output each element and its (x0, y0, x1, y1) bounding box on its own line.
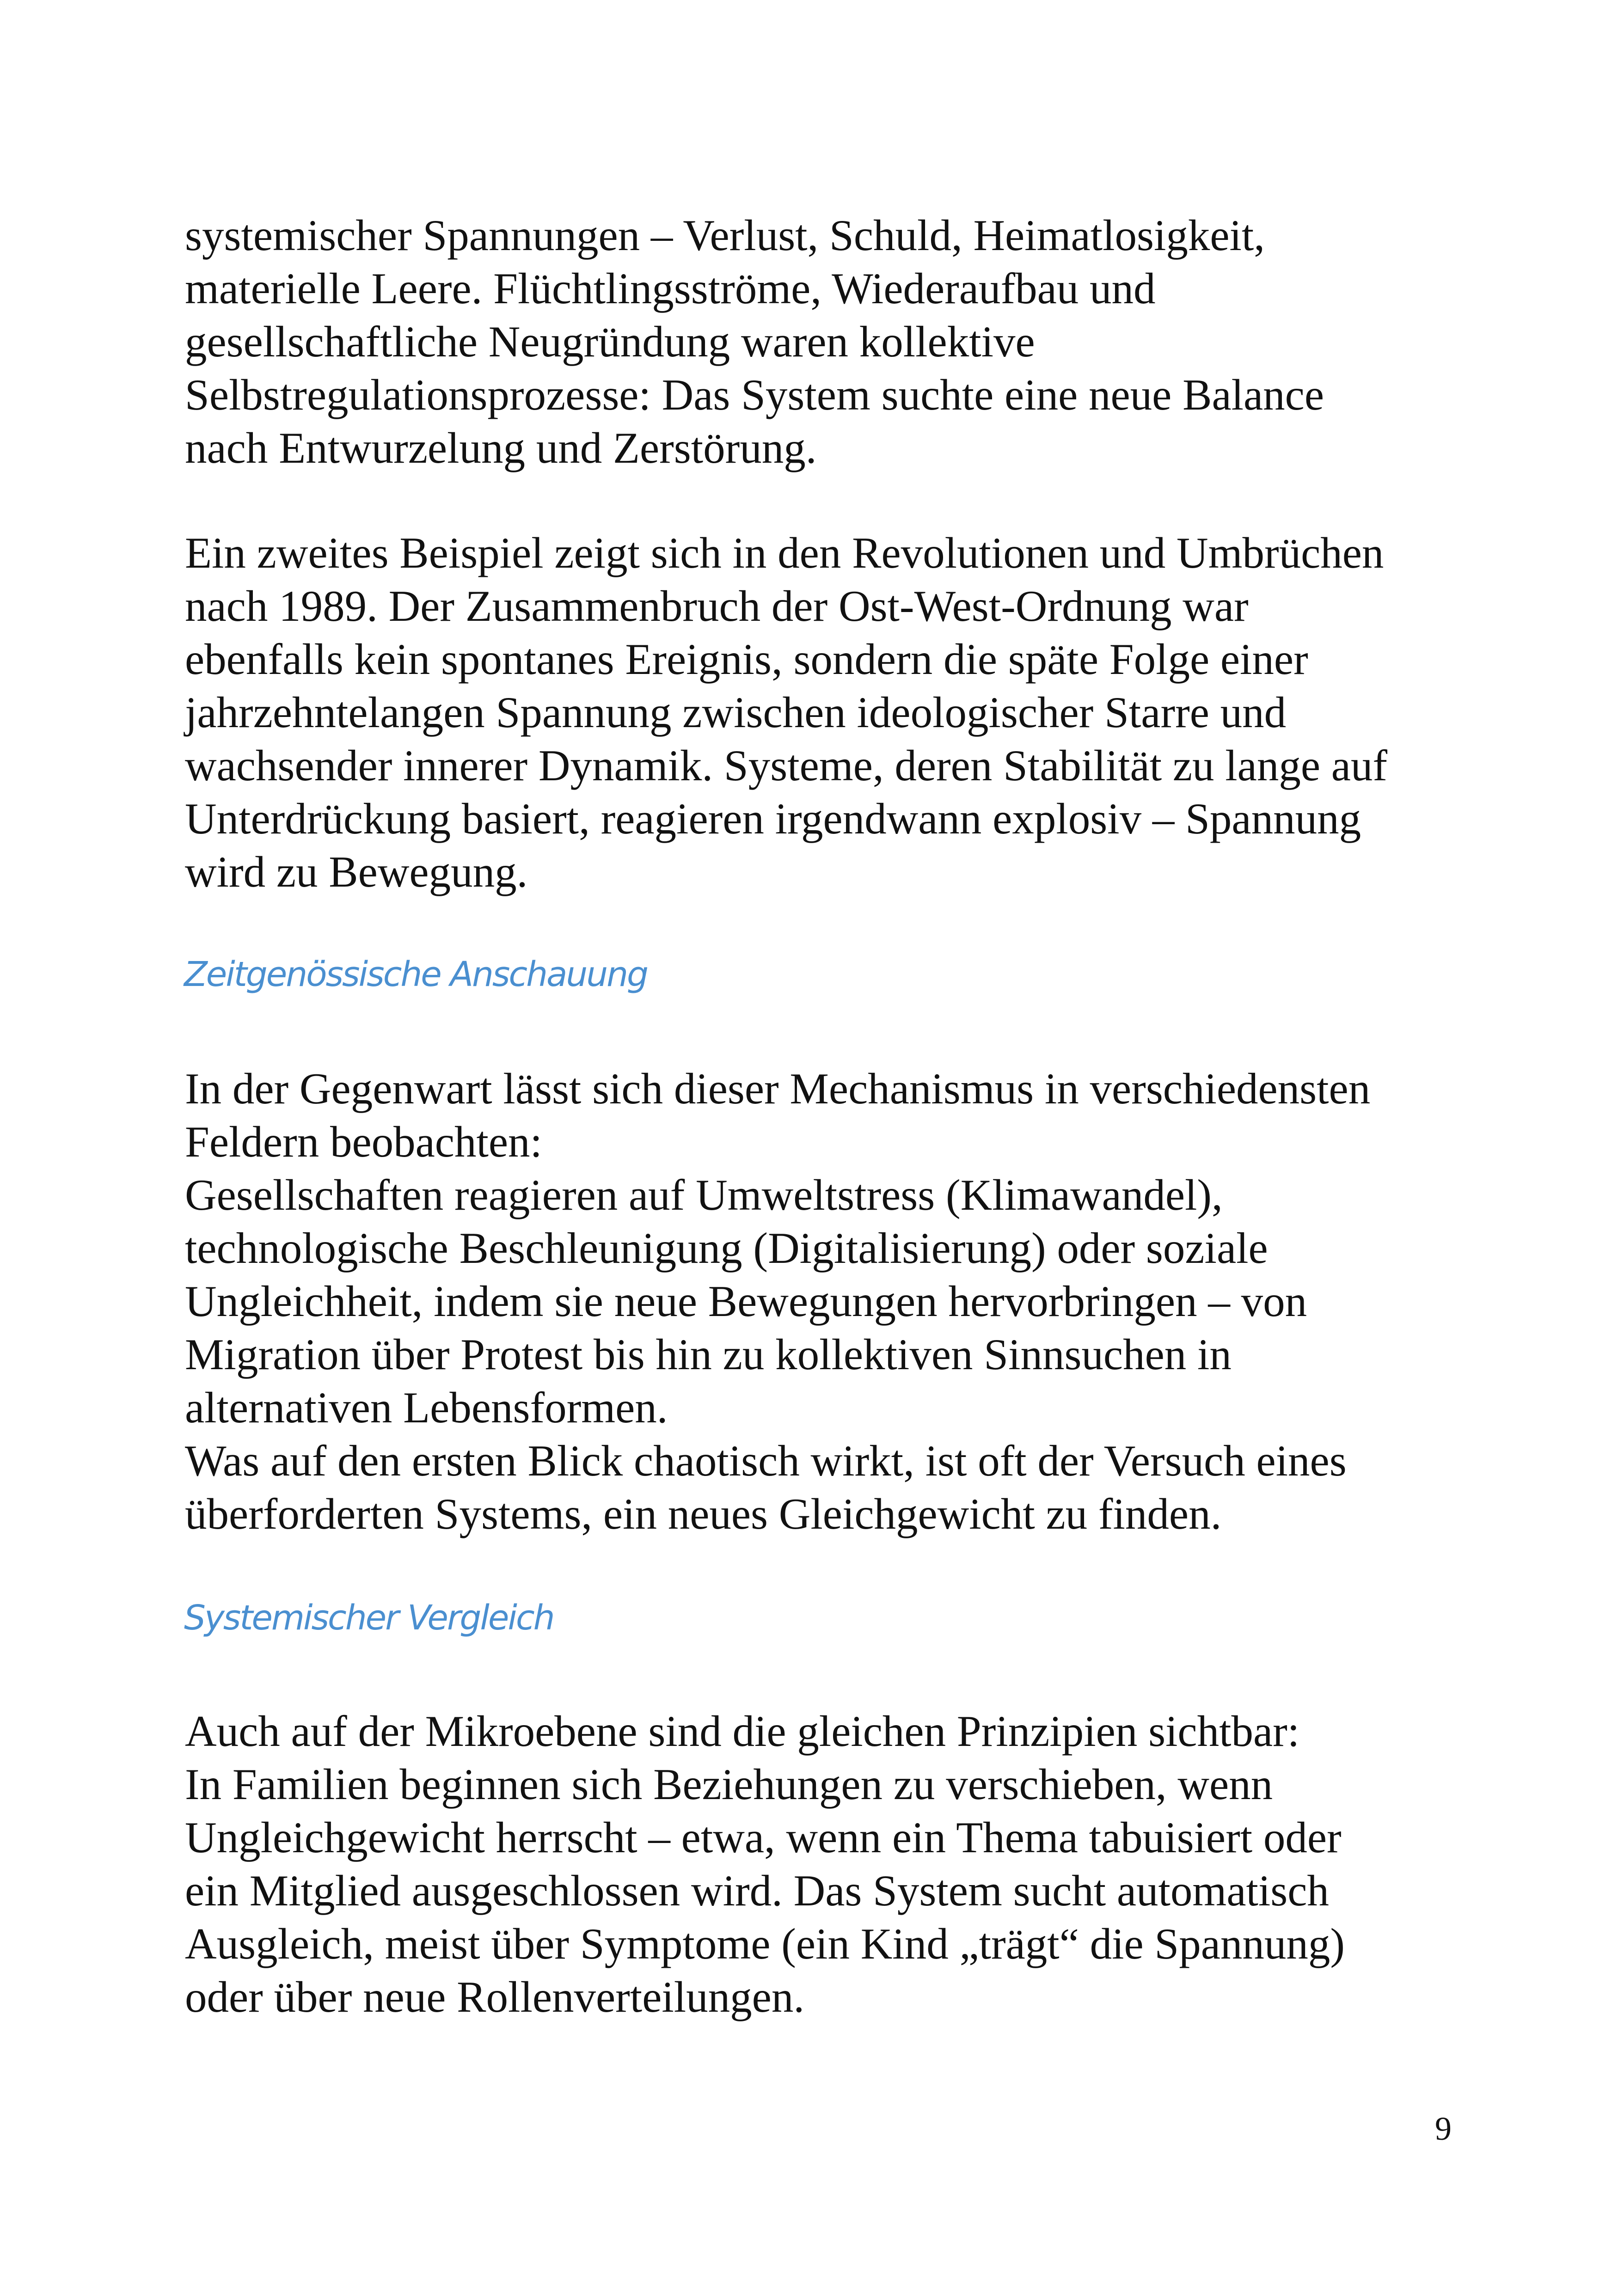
text-line: wird zu Bewegung. (185, 847, 528, 896)
text-line: In der Gegenwart lässt sich dieser Mechanismus in verschiedensten (185, 1064, 1371, 1113)
text-line: ein Mitglied ausgeschlossen wird. Das System sucht automatisch (185, 1866, 1329, 1915)
text-line: materielle Leere. Flüchtlingsströme, Wiederaufbau und (185, 264, 1156, 313)
paragraph-war-aftermath (185, 209, 1470, 475)
text-line: Ausgleich, meist über Symptome (ein Kind „trägt“ die Spannung) (185, 1919, 1345, 1968)
text-line: technologische Beschleunigung (Digitalisierung) oder soziale (185, 1224, 1268, 1273)
text-line: ebenfalls kein spontanes Ereignis, sondern die späte Folge einer (185, 635, 1308, 684)
page-number: 9 (1435, 2110, 1452, 2147)
text-line: systemischer Spannungen – Verlust, Schuld, Heimatlosigkeit, (185, 211, 1265, 260)
text-line: Ungleichgewicht herrscht – etwa, wenn ein Thema tabuisiert oder (185, 1813, 1342, 1862)
text-line: Selbstregulationsprozesse: Das System suchte eine neue Balance (185, 370, 1324, 419)
text-line: Ungleichheit, indem sie neue Bewegungen hervorbringen – von (185, 1277, 1307, 1326)
text-line: Unterdrückung basiert, reagieren irgendwann explosiv – Spannung (185, 794, 1361, 843)
text-line: Was auf den ersten Blick chaotisch wirkt, ist oft der Versuch eines (185, 1436, 1347, 1485)
text-line: Feldern beobachten: (185, 1117, 542, 1166)
paragraph-present-day (185, 1062, 1470, 1541)
section-heading-contemporary: Zeitgenössische Anschauung (184, 955, 648, 994)
text-line: Ein zweites Beispiel zeigt sich in den Revolutionen und Umbrüchen (185, 528, 1384, 577)
text-line: Migration über Protest bis hin zu kollektiven Sinnsuchen in (185, 1330, 1232, 1379)
text-line: gesellschaftliche Neugründung waren kollektive (185, 317, 1035, 366)
text-line: oder über neue Rollenverteilungen. (185, 1972, 805, 2021)
text-line: alternativen Lebensformen. (185, 1383, 668, 1432)
text-line: Auch auf der Mikroebene sind die gleichen Prinzipien sichtbar: (185, 1707, 1300, 1756)
text-line: wachsender innerer Dynamik. Systeme, deren Stabilität zu lange auf (185, 741, 1388, 790)
text-line: In Familien beginnen sich Beziehungen zu verschieben, wenn (185, 1760, 1273, 1809)
text-line: nach Entwurzelung und Zerstörung. (185, 423, 817, 472)
paragraph-revolutions-1989 (185, 527, 1470, 899)
text-line: nach 1989. Der Zusammenbruch der Ost-West-Ordnung war (185, 582, 1249, 631)
section-heading-systemic-comparison: Systemischer Vergleich (184, 1598, 554, 1638)
paragraph-micro-level (185, 1705, 1470, 2024)
text-line: Gesellschaften reagieren auf Umweltstress (Klimawandel), (185, 1170, 1223, 1219)
text-line: überforderten Systems, ein neues Gleichgewicht zu finden. (185, 1489, 1222, 1538)
text-line: jahrzehntelangen Spannung zwischen ideologischer Starre und (185, 688, 1287, 737)
